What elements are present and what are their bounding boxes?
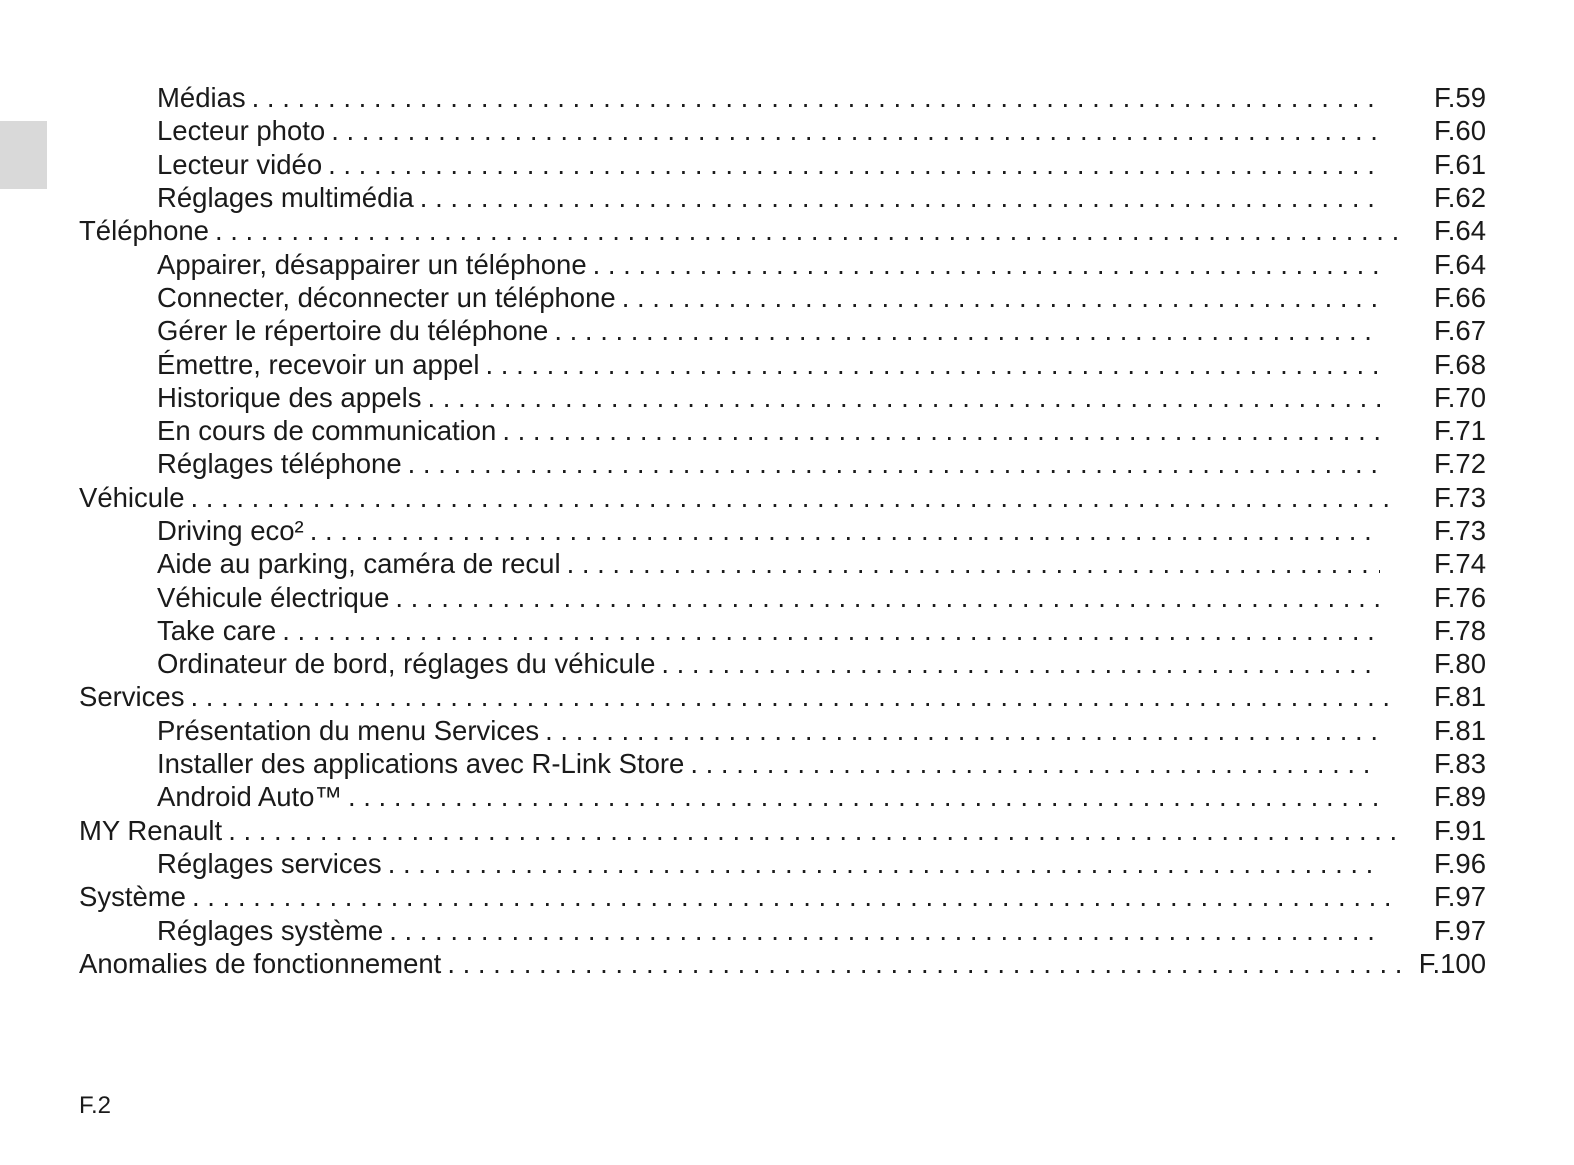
dot-leader: [684, 747, 1380, 780]
dot-leader: [222, 814, 1400, 847]
toc-entry-label: Anomalies de fonctionnement: [79, 947, 442, 979]
page-number: F.2: [79, 1092, 112, 1119]
toc-entry-label: Historique des appels: [157, 381, 422, 413]
toc-entry-label: Médias: [157, 82, 246, 114]
dot-leader: [325, 114, 1380, 147]
toc-entry-page: F.96: [1434, 847, 1486, 879]
toc-entry[interactable]: [79, 148, 1486, 181]
dot-leader: [414, 181, 1380, 214]
toc-entry[interactable]: [79, 747, 1486, 780]
toc-entry[interactable]: [79, 181, 1486, 214]
toc-entry[interactable]: [79, 81, 1486, 114]
dot-leader: [246, 81, 1380, 114]
dot-leader: [561, 547, 1380, 580]
toc-entry-page: F.64: [1434, 248, 1486, 280]
toc-entry-label: Android Auto™: [157, 781, 342, 813]
table-of-contents: [79, 81, 1486, 980]
toc-entry-page: F.81: [1434, 681, 1486, 713]
dot-leader: [276, 614, 1380, 647]
toc-entry-page: F.78: [1434, 614, 1486, 646]
toc-entry[interactable]: [79, 847, 1486, 880]
toc-entry-label: MY Renault: [79, 814, 223, 846]
toc-entry[interactable]: [79, 381, 1486, 414]
toc-entry[interactable]: [79, 214, 1486, 247]
toc-entry-page: F.73: [1434, 515, 1486, 546]
dot-leader: [322, 148, 1380, 181]
dot-leader: [480, 348, 1380, 381]
toc-entry-label: Ordinateur de bord, réglages du véhicule: [157, 648, 656, 680]
toc-entry-label: Réglages multimédia: [157, 182, 414, 214]
toc-entry-page: F.71: [1434, 415, 1486, 447]
dot-leader: [342, 780, 1380, 813]
toc-entry-label: Appairer, désappairer un téléphone: [157, 248, 587, 280]
toc-entry-page: F.67: [1434, 315, 1486, 347]
dot-leader: [186, 880, 1400, 913]
dot-leader: [616, 281, 1380, 314]
toc-entry-label: Téléphone: [79, 215, 209, 247]
toc-entry-label: Présentation du menu Services: [157, 714, 540, 746]
toc-entry[interactable]: [79, 880, 1486, 913]
toc-entry-label: Véhicule: [79, 481, 185, 513]
toc-entry-page: F.62: [1434, 182, 1486, 214]
toc-entry-page: F.97: [1434, 881, 1486, 913]
dot-leader: [587, 248, 1380, 281]
toc-entry[interactable]: [79, 714, 1486, 747]
toc-entry-page: F.72: [1434, 448, 1486, 480]
toc-entry[interactable]: [79, 447, 1486, 480]
section-tab-marker: [0, 121, 47, 189]
toc-entry-label: Émettre, recevoir un appel: [157, 348, 480, 380]
dot-leader: [209, 214, 1400, 247]
dot-leader: [185, 481, 1401, 514]
toc-entry-label: Réglages système: [157, 914, 384, 946]
toc-entry-label: Services: [79, 681, 185, 713]
toc-entry-page: F.66: [1434, 281, 1486, 313]
dot-leader: [383, 914, 1380, 947]
toc-entry-label: Take care: [157, 614, 277, 646]
toc-entry-page: F.70: [1434, 381, 1486, 413]
toc-entry-label: Installer des applications avec R-Link Store: [157, 748, 685, 780]
dot-leader: [496, 414, 1380, 447]
toc-entry-label: Lecteur photo: [157, 115, 326, 147]
dot-leader: [655, 647, 1380, 680]
toc-entry-label: En cours de communication: [157, 415, 497, 447]
toc-entry[interactable]: [79, 247, 1486, 280]
toc-entry-page: F.81: [1434, 714, 1486, 746]
toc-entry-label: Aide au parking, caméra de recul: [157, 548, 561, 580]
dot-leader: [389, 581, 1380, 614]
toc-entry-page: F.74: [1434, 548, 1486, 580]
dot-leader: [402, 447, 1380, 480]
toc-entry[interactable]: [79, 514, 1486, 547]
toc-entry[interactable]: [79, 547, 1486, 580]
toc-entry-page: F.59: [1434, 82, 1486, 114]
toc-entry[interactable]: [79, 114, 1486, 147]
toc-entry-page: F.89: [1434, 781, 1486, 813]
dot-leader: [421, 381, 1380, 414]
dot-leader: [304, 514, 1380, 547]
toc-entry-page: F.60: [1434, 115, 1486, 147]
dot-leader: [539, 714, 1380, 747]
toc-entry[interactable]: [79, 780, 1486, 813]
toc-entry-page: F.100: [1418, 947, 1486, 979]
toc-entry-page: F.73: [1434, 481, 1486, 513]
toc-entry[interactable]: [79, 614, 1486, 647]
dot-leader: [184, 680, 1400, 713]
toc-entry-label: Lecteur vidéo: [157, 148, 323, 180]
toc-entry-label: Réglages services: [157, 847, 382, 879]
toc-entry[interactable]: [79, 814, 1486, 847]
toc-entry-page: F.68: [1434, 348, 1486, 380]
toc-entry-label: Driving eco²: [157, 515, 304, 546]
toc-entry[interactable]: [79, 314, 1486, 347]
toc-entry-page: F.64: [1434, 215, 1486, 247]
toc-entry[interactable]: [79, 913, 1486, 946]
toc-entry-label: Réglages téléphone: [157, 448, 402, 480]
toc-entry-page: F.80: [1434, 648, 1486, 680]
toc-entry[interactable]: [79, 281, 1486, 314]
toc-entry-page: F.91: [1434, 814, 1486, 846]
toc-entry[interactable]: [79, 680, 1486, 713]
dot-leader: [382, 847, 1380, 880]
toc-entry[interactable]: [79, 580, 1486, 613]
toc-entry-page: F.97: [1434, 914, 1486, 946]
toc-entry-page: F.76: [1434, 581, 1486, 613]
toc-entry[interactable]: [79, 347, 1486, 380]
toc-entry-label: Système: [79, 881, 186, 913]
toc-entry[interactable]: [79, 414, 1486, 447]
toc-entry[interactable]: [79, 647, 1486, 680]
dot-leader: [441, 947, 1400, 980]
toc-entry-label: Gérer le répertoire du téléphone: [157, 315, 549, 347]
toc-entry-page: F.83: [1434, 748, 1486, 780]
dot-leader: [548, 314, 1380, 347]
toc-entry-label: Véhicule électrique: [157, 581, 390, 613]
toc-entry[interactable]: [79, 481, 1486, 514]
toc-entry-label: Connecter, déconnecter un téléphone: [157, 281, 616, 313]
toc-entry-page: F.61: [1434, 148, 1486, 180]
toc-entry[interactable]: [79, 947, 1486, 980]
